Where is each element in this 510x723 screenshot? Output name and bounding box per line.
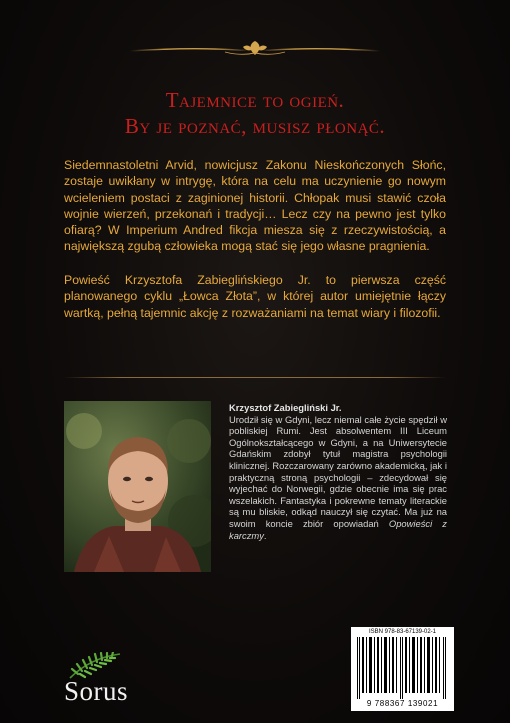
isbn-number: 9 788367 139021 xyxy=(366,699,439,708)
blurb-paragraph-2: Powieść Krzysztofa Zabieglińskiego Jr. to pierwsza część planowanego cyklu „Łowca Złota”, w której autor umiejętnie łączy wartką, pełną tajemnic akcję z rozważaniami na temat wiary i filozofii. xyxy=(64,273,446,320)
section-divider xyxy=(64,377,446,378)
tagline-line-2: By je poznać, musisz płonąć. xyxy=(124,114,386,138)
author-photo xyxy=(64,401,211,572)
publisher-logo xyxy=(64,652,154,712)
tagline-line-1: Tajemnice to ogień. xyxy=(165,88,345,112)
ornament-divider xyxy=(130,38,380,60)
barcode-bars xyxy=(355,637,450,699)
blurb-paragraph-1: Siedemnastoletni Arvid, nowicjusz Zakonu Nieskończonych Słońc, zostaje uwikłany w intrygę, która na celu ma uczynienie go nowym wcieleniem postaci z zaginionej historii. Chłopak musi stawić czoła wojnie wierzeń, przekonań i tradycji… Lecz czy na pewno jest tylko ofiarą? W Imperium Andred fikcja miesza się z rzeczywistością, a największą zgubą człowieka mogą stać się jego własne pragnienia. xyxy=(64,158,446,254)
author-bio xyxy=(229,402,447,541)
author-bio-end: . xyxy=(263,529,267,541)
isbn-barcode xyxy=(351,627,454,711)
author-name: Krzysztof Zabiegliński Jr. xyxy=(229,402,342,413)
author-bio-book-title: Opowieści z karczmy xyxy=(229,517,447,541)
publisher-name: Sorus xyxy=(64,676,129,706)
isbn-label: ISBN 978-83-67139-02-1 xyxy=(368,629,437,635)
author-bio-text: Urodził się w Gdyni, lecz niemal całe życie spędził w pobliskiej Rumi. Jest absolwentem III Liceum Ogólnokształcącego w Gdyni, a na Uniwersytecie Gdańskim zdobył tytuł magistra psychologii klinicznej. Rozczarowany zarówno akademicką, jak i praktyczną stroną psychologii – zdecydował się wyjechać do Norwegii, gdzie obecnie ima się prac wszelakich. Fantastyka i pokrewne tematy literackie są mu bliskie, odkąd nauczył się czytać. Ma już na swoim koncie zbiór opowiadań xyxy=(229,413,447,529)
